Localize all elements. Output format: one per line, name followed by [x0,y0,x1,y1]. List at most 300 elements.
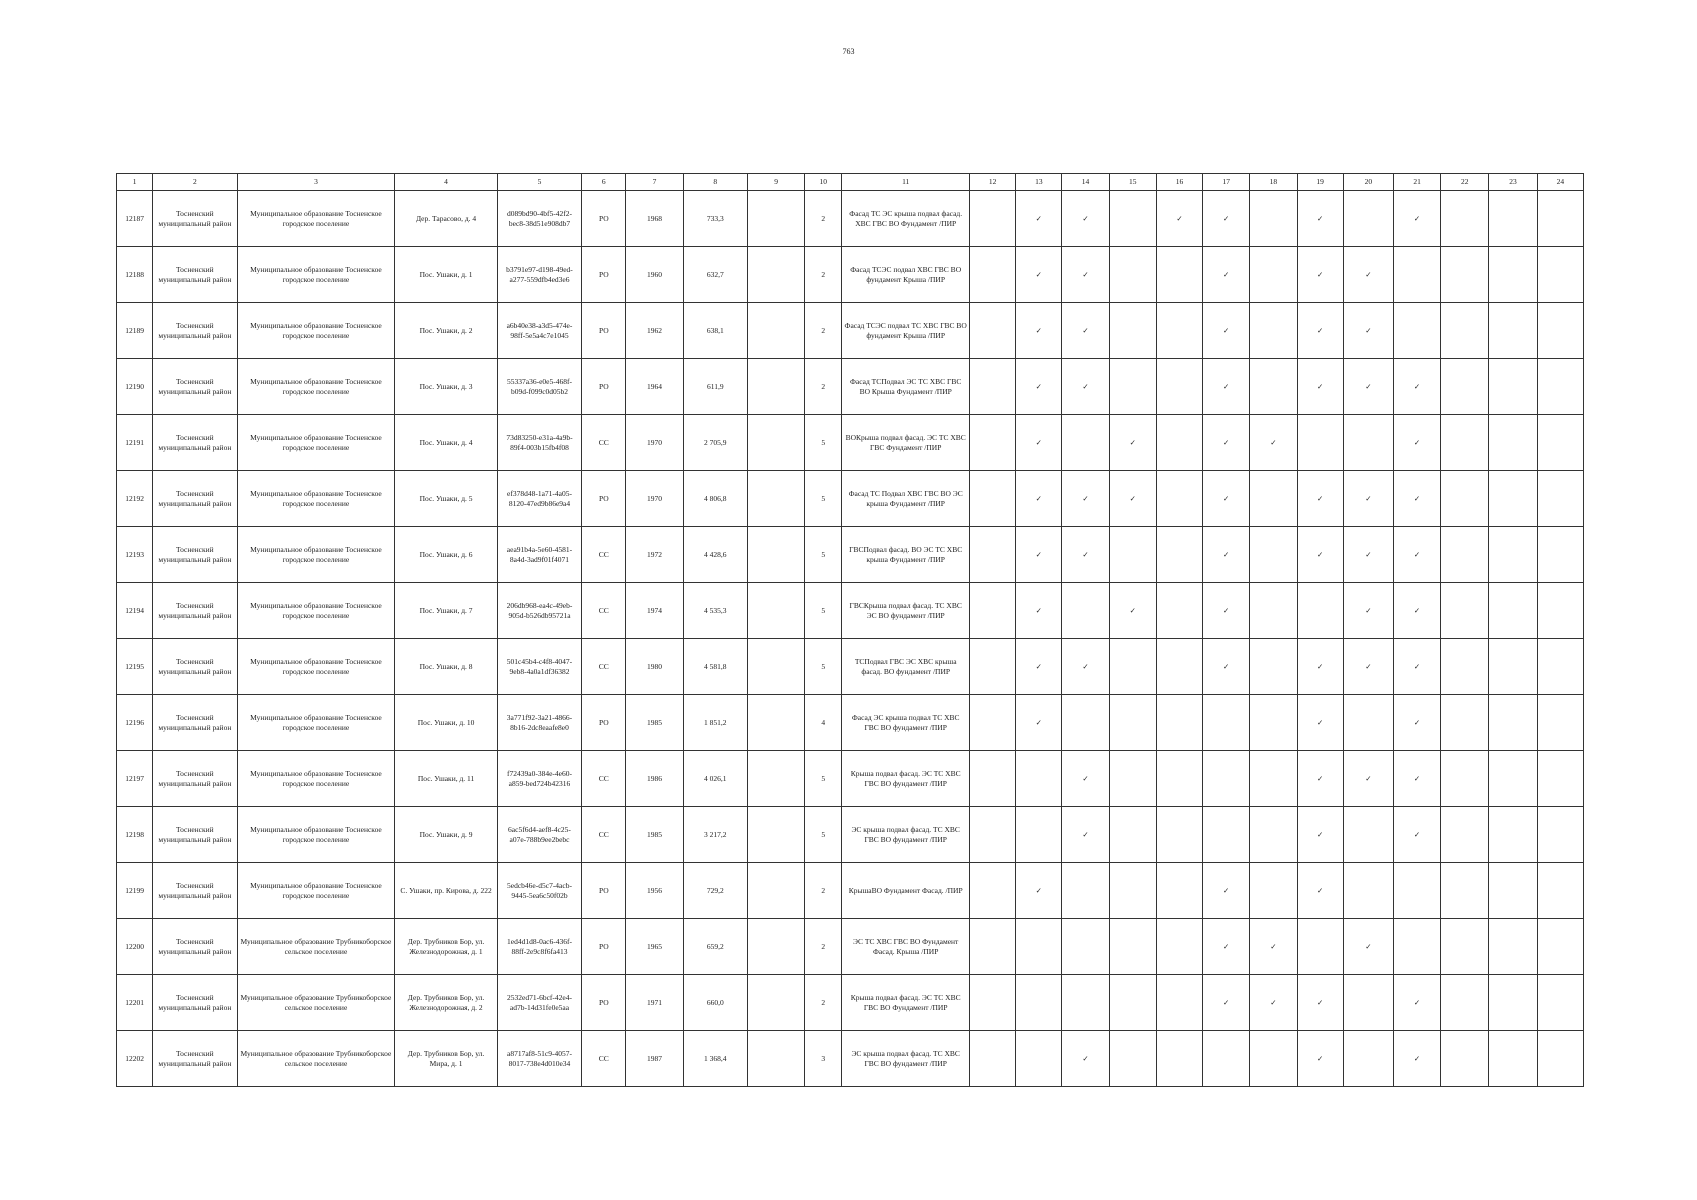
header-row [117,174,1584,191]
empty-cell-col-14 [1062,695,1109,751]
checkmark-icon: ✓ [1203,527,1250,583]
column-9-cell [747,695,804,751]
works-cell: ЭС крыша подвал фасад. ТС ХВС ГВС ВО фундамент /ПИР [842,807,970,863]
checkmark-icon: ✓ [1109,415,1156,471]
empty-cell-col-13 [1016,807,1062,863]
address-cell: Пос. Ушаки, д. 10 [395,695,497,751]
checkmark-icon: ✓ [1109,583,1156,639]
checkmark-icon: ✓ [1203,583,1250,639]
empty-cell-col-22 [1441,751,1489,807]
checkmark-icon: ✓ [1297,527,1343,583]
area-cell: 3 217,2 [683,807,747,863]
ownership-type-cell: РО [582,919,626,975]
column-9-cell [747,751,804,807]
empty-cell-col-18 [1250,695,1297,751]
checkmark-icon: ✓ [1203,247,1250,303]
empty-cell-col-12 [969,695,1015,751]
empty-cell-col-24 [1537,471,1583,527]
empty-cell-col-23 [1489,975,1537,1031]
checkmark-icon: ✓ [1109,471,1156,527]
checkmark-icon: ✓ [1062,751,1109,807]
empty-cell-col-21 [1393,863,1440,919]
empty-cell-col-12 [969,863,1015,919]
works-cell: ТСПодвал ГВС ЭС ХВС крыша фасад. ВО фундамент /ПИР [842,639,970,695]
municipality-cell: Муниципальное образование Тосненское городское поселение [237,863,395,919]
floors-cell: 2 [805,303,842,359]
empty-cell-col-15 [1109,695,1156,751]
empty-cell-col-14 [1062,583,1109,639]
building-code-cell: 206db968-ea4c-49eb-905d-b526db95721a [497,583,581,639]
checkmark-icon: ✓ [1297,807,1343,863]
district-cell: Тосненский муниципальный район [153,919,237,975]
empty-cell-col-17 [1203,751,1250,807]
checkmark-icon: ✓ [1016,639,1062,695]
area-cell: 632,7 [683,247,747,303]
empty-cell-col-24 [1537,639,1583,695]
municipality-cell: Муниципальное образование Трубникоборское сельское поселение [237,975,395,1031]
district-cell: Тосненский муниципальный район [153,695,237,751]
column-header-22: 22 [1441,174,1489,191]
empty-cell-col-15 [1109,359,1156,415]
column-header-12: 12 [969,174,1015,191]
checkmark-icon: ✓ [1393,1031,1440,1087]
empty-cell-col-12 [969,751,1015,807]
checkmark-icon: ✓ [1297,695,1343,751]
building-code-cell: 73d83250-e31a-4a9b-89f4-003b15fb4f08 [497,415,581,471]
column-header-1: 1 [117,174,153,191]
empty-cell-col-23 [1489,919,1537,975]
empty-cell-col-16 [1156,415,1202,471]
address-cell: Пос. Ушаки, д. 1 [395,247,497,303]
checkmark-icon: ✓ [1250,415,1297,471]
ownership-type-cell: СС [582,415,626,471]
building-code-cell: 55337a36-e0e5-468f-b09d-f099c0d05b2 [497,359,581,415]
empty-cell-col-20 [1343,191,1393,247]
column-header-15: 15 [1109,174,1156,191]
empty-cell-col-14 [1062,863,1109,919]
empty-cell-col-16 [1156,863,1202,919]
empty-cell-col-16 [1156,807,1202,863]
empty-cell-col-12 [969,415,1015,471]
empty-cell-col-24 [1537,303,1583,359]
municipality-cell: Муниципальное образование Тосненское городское поселение [237,471,395,527]
empty-cell-col-15 [1109,807,1156,863]
column-header-13: 13 [1016,174,1062,191]
checkmark-icon: ✓ [1203,863,1250,919]
building-code-cell: 3a771f92-3a21-4866-8b16-2dc8eaafe8e0 [497,695,581,751]
district-cell: Тосненский муниципальный район [153,527,237,583]
year-built-cell: 1964 [626,359,683,415]
checkmark-icon: ✓ [1203,975,1250,1031]
empty-cell-col-24 [1537,359,1583,415]
checkmark-icon: ✓ [1343,639,1393,695]
works-cell: Крыша подвал фасад. ЭС ТС ХВС ГВС ВО фундамент /ПИР [842,751,970,807]
district-cell: Тосненский муниципальный район [153,639,237,695]
empty-cell-col-24 [1537,415,1583,471]
checkmark-icon: ✓ [1203,303,1250,359]
address-cell: Дер. Трубников Бор, ул. Железнодорожная, д. 1 [395,919,497,975]
empty-cell-col-23 [1489,527,1537,583]
empty-cell-col-18 [1250,303,1297,359]
year-built-cell: 1968 [626,191,683,247]
works-cell: Фасад ТСПодвал ЭС ТС ХВС ГВС ВО Крыша Фундамент /ПИР [842,359,970,415]
address-cell: Дер. Трубников Бор, ул. Железнодорожная, д. 2 [395,975,497,1031]
checkmark-icon: ✓ [1062,807,1109,863]
empty-cell-col-18 [1250,863,1297,919]
ownership-type-cell: РО [582,191,626,247]
empty-cell-col-17 [1203,1031,1250,1087]
empty-cell-col-12 [969,527,1015,583]
building-code-cell: 6ac5f6d4-aef8-4c25-a07e-788b9ee2bebc [497,807,581,863]
empty-cell-col-23 [1489,639,1537,695]
district-cell: Тосненский муниципальный район [153,415,237,471]
empty-cell-col-24 [1537,807,1583,863]
table-row [117,415,1584,471]
table-row [117,919,1584,975]
works-cell: Фасад ТСЭС подвал ТС ХВС ГВС ВО фундамент Крыша /ПИР [842,303,970,359]
area-cell: 2 705,9 [683,415,747,471]
area-cell: 1 851,2 [683,695,747,751]
ownership-type-cell: СС [582,1031,626,1087]
address-cell: Пос. Ушаки, д. 6 [395,527,497,583]
address-cell: С. Ушаки, пр. Кирова, д. 222 [395,863,497,919]
empty-cell-col-24 [1537,863,1583,919]
table-row [117,247,1584,303]
empty-cell-col-24 [1537,1031,1583,1087]
empty-cell-col-16 [1156,247,1202,303]
checkmark-icon: ✓ [1297,639,1343,695]
checkmark-icon: ✓ [1062,359,1109,415]
floors-cell: 3 [805,1031,842,1087]
empty-cell-col-23 [1489,751,1537,807]
column-header-20: 20 [1343,174,1393,191]
checkmark-icon: ✓ [1297,1031,1343,1087]
address-cell: Пос. Ушаки, д. 8 [395,639,497,695]
empty-cell-col-16 [1156,471,1202,527]
checkmark-icon: ✓ [1393,751,1440,807]
empty-cell-col-16 [1156,975,1202,1031]
year-built-cell: 1972 [626,527,683,583]
column-header-14: 14 [1062,174,1109,191]
year-built-cell: 1971 [626,975,683,1031]
empty-cell-col-23 [1489,303,1537,359]
record-id: 12193 [117,527,153,583]
municipality-cell: Муниципальное образование Тосненское городское поселение [237,751,395,807]
checkmark-icon: ✓ [1016,471,1062,527]
ownership-type-cell: СС [582,639,626,695]
checkmark-icon: ✓ [1062,527,1109,583]
empty-cell-col-12 [969,359,1015,415]
district-cell: Тосненский муниципальный район [153,191,237,247]
record-id: 12197 [117,751,153,807]
checkmark-icon: ✓ [1016,583,1062,639]
year-built-cell: 1956 [626,863,683,919]
empty-cell-col-24 [1537,975,1583,1031]
building-code-cell: a8717af8-51c9-4057-8017-738e4d010e34 [497,1031,581,1087]
empty-cell-col-18 [1250,807,1297,863]
empty-cell-col-22 [1441,471,1489,527]
checkmark-icon: ✓ [1393,639,1440,695]
column-9-cell [747,247,804,303]
address-cell: Пос. Ушаки, д. 5 [395,471,497,527]
checkmark-icon: ✓ [1297,359,1343,415]
column-header-16: 16 [1156,174,1202,191]
district-cell: Тосненский муниципальный район [153,807,237,863]
empty-cell-col-15 [1109,863,1156,919]
empty-cell-col-22 [1441,415,1489,471]
checkmark-icon: ✓ [1343,471,1393,527]
empty-cell-col-18 [1250,359,1297,415]
column-header-17: 17 [1203,174,1250,191]
table-row [117,471,1584,527]
year-built-cell: 1962 [626,303,683,359]
empty-cell-col-16 [1156,583,1202,639]
table-body [117,191,1584,1087]
empty-cell-col-21 [1393,919,1440,975]
district-cell: Тосненский муниципальный район [153,359,237,415]
record-id: 12201 [117,975,153,1031]
floors-cell: 5 [805,751,842,807]
works-cell: ГВСПодвал фасад. ВО ЭС ТС ХВС крыша Фундамент /ПИР [842,527,970,583]
column-header-4: 4 [395,174,497,191]
table-row [117,1031,1584,1087]
empty-cell-col-16 [1156,303,1202,359]
municipality-cell: Муниципальное образование Тосненское городское поселение [237,303,395,359]
area-cell: 4 581,8 [683,639,747,695]
checkmark-icon: ✓ [1393,807,1440,863]
empty-cell-col-22 [1441,527,1489,583]
empty-cell-col-21 [1393,247,1440,303]
record-id: 12199 [117,863,153,919]
empty-cell-col-20 [1343,1031,1393,1087]
year-built-cell: 1987 [626,1031,683,1087]
ownership-type-cell: РО [582,471,626,527]
year-built-cell: 1986 [626,751,683,807]
district-cell: Тосненский муниципальный район [153,471,237,527]
empty-cell-col-12 [969,639,1015,695]
district-cell: Тосненский муниципальный район [153,751,237,807]
empty-cell-col-24 [1537,695,1583,751]
empty-cell-col-18 [1250,639,1297,695]
registry-table [116,173,1584,1087]
works-cell: Фасад ТСЭС подвал ХВС ГВС ВО фундамент Крыша /ПИР [842,247,970,303]
ownership-type-cell: СС [582,583,626,639]
empty-cell-col-20 [1343,975,1393,1031]
area-cell: 4 026,1 [683,751,747,807]
area-cell: 659,2 [683,919,747,975]
address-cell: Пос. Ушаки, д. 4 [395,415,497,471]
year-built-cell: 1980 [626,639,683,695]
column-9-cell [747,583,804,639]
checkmark-icon: ✓ [1393,583,1440,639]
works-cell: ЭС ТС ХВС ГВС ВО Фундамент Фасад. Крыша /ПИР [842,919,970,975]
floors-cell: 5 [805,471,842,527]
floors-cell: 2 [805,863,842,919]
checkmark-icon: ✓ [1393,695,1440,751]
record-id: 12202 [117,1031,153,1087]
empty-cell-col-23 [1489,583,1537,639]
ownership-type-cell: СС [582,807,626,863]
column-9-cell [747,303,804,359]
record-id: 12189 [117,303,153,359]
column-9-cell [747,639,804,695]
floors-cell: 2 [805,919,842,975]
ownership-type-cell: РО [582,247,626,303]
empty-cell-col-22 [1441,583,1489,639]
building-code-cell: 501c45b4-c4f8-4047-9eb8-4a0a1df36382 [497,639,581,695]
checkmark-icon: ✓ [1393,191,1440,247]
year-built-cell: 1985 [626,695,683,751]
checkmark-icon: ✓ [1297,471,1343,527]
empty-cell-col-20 [1343,807,1393,863]
ownership-type-cell: РО [582,975,626,1031]
empty-cell-col-22 [1441,247,1489,303]
building-code-cell: aea91b4a-5e60-4581-8a4d-3ad9f01f4071 [497,527,581,583]
checkmark-icon: ✓ [1016,247,1062,303]
floors-cell: 2 [805,247,842,303]
empty-cell-col-12 [969,303,1015,359]
empty-cell-col-14 [1062,975,1109,1031]
table-row [117,583,1584,639]
address-cell: Пос. Ушаки, д. 3 [395,359,497,415]
empty-cell-col-18 [1250,191,1297,247]
empty-cell-col-21 [1393,303,1440,359]
municipality-cell: Муниципальное образование Тосненское городское поселение [237,527,395,583]
column-9-cell [747,471,804,527]
empty-cell-col-24 [1537,191,1583,247]
municipality-cell: Муниципальное образование Тосненское городское поселение [237,191,395,247]
ownership-type-cell: РО [582,303,626,359]
record-id: 12192 [117,471,153,527]
district-cell: Тосненский муниципальный район [153,1031,237,1087]
record-id: 12188 [117,247,153,303]
empty-cell-col-22 [1441,191,1489,247]
building-code-cell: 1ed4d1d8-0ac6-436f-88ff-2e9c8f6fa413 [497,919,581,975]
table-row [117,639,1584,695]
municipality-cell: Муниципальное образование Тосненское городское поселение [237,807,395,863]
empty-cell-col-12 [969,583,1015,639]
checkmark-icon: ✓ [1016,415,1062,471]
empty-cell-col-15 [1109,303,1156,359]
checkmark-icon: ✓ [1343,919,1393,975]
year-built-cell: 1970 [626,415,683,471]
column-9-cell [747,191,804,247]
year-built-cell: 1985 [626,807,683,863]
empty-cell-col-23 [1489,863,1537,919]
column-number-header [117,174,1584,191]
empty-cell-col-22 [1441,807,1489,863]
year-built-cell: 1965 [626,919,683,975]
empty-cell-col-12 [969,247,1015,303]
floors-cell: 5 [805,527,842,583]
year-built-cell: 1974 [626,583,683,639]
empty-cell-col-15 [1109,527,1156,583]
checkmark-icon: ✓ [1203,639,1250,695]
works-cell: Фасад ЭС крыша подвал ТС ХВС ГВС ВО фундамент /ПИР [842,695,970,751]
column-9-cell [747,527,804,583]
empty-cell-col-23 [1489,247,1537,303]
address-cell: Дер. Тарасово, д. 4 [395,191,497,247]
checkmark-icon: ✓ [1016,303,1062,359]
year-built-cell: 1970 [626,471,683,527]
empty-cell-col-24 [1537,527,1583,583]
empty-cell-col-23 [1489,807,1537,863]
column-9-cell [747,1031,804,1087]
municipality-cell: Муниципальное образование Тосненское городское поселение [237,247,395,303]
ownership-type-cell: РО [582,359,626,415]
checkmark-icon: ✓ [1393,359,1440,415]
empty-cell-col-17 [1203,695,1250,751]
floors-cell: 5 [805,415,842,471]
empty-cell-col-12 [969,191,1015,247]
empty-cell-col-15 [1109,919,1156,975]
empty-cell-col-20 [1343,695,1393,751]
checkmark-icon: ✓ [1343,527,1393,583]
building-code-cell: b3791e97-d198-49ed-a277-559dfb4ed3e6 [497,247,581,303]
empty-cell-col-12 [969,919,1015,975]
empty-cell-col-23 [1489,471,1537,527]
checkmark-icon: ✓ [1203,415,1250,471]
floors-cell: 5 [805,639,842,695]
floors-cell: 2 [805,975,842,1031]
empty-cell-col-16 [1156,919,1202,975]
checkmark-icon: ✓ [1343,303,1393,359]
checkmark-icon: ✓ [1016,863,1062,919]
empty-cell-col-16 [1156,527,1202,583]
area-cell: 4 806,8 [683,471,747,527]
address-cell: Пос. Ушаки, д. 9 [395,807,497,863]
checkmark-icon: ✓ [1062,639,1109,695]
ownership-type-cell: СС [582,751,626,807]
empty-cell-col-17 [1203,807,1250,863]
floors-cell: 4 [805,695,842,751]
empty-cell-col-22 [1441,359,1489,415]
checkmark-icon: ✓ [1062,247,1109,303]
table-row [117,191,1584,247]
table-row [117,695,1584,751]
area-cell: 1 368,4 [683,1031,747,1087]
checkmark-icon: ✓ [1297,751,1343,807]
checkmark-icon: ✓ [1016,527,1062,583]
table-row [117,751,1584,807]
record-id: 12194 [117,583,153,639]
empty-cell-col-16 [1156,695,1202,751]
checkmark-icon: ✓ [1062,191,1109,247]
table-row [117,975,1584,1031]
column-header-7: 7 [626,174,683,191]
empty-cell-col-22 [1441,863,1489,919]
works-cell: Крыша подвал фасад. ЭС ТС ХВС ГВС ВО Фундамент /ПИР [842,975,970,1031]
column-header-3: 3 [237,174,395,191]
empty-cell-col-23 [1489,1031,1537,1087]
column-header-8: 8 [683,174,747,191]
checkmark-icon: ✓ [1393,975,1440,1031]
empty-cell-col-18 [1250,471,1297,527]
column-9-cell [747,919,804,975]
empty-cell-col-13 [1016,1031,1062,1087]
empty-cell-col-15 [1109,639,1156,695]
record-id: 12190 [117,359,153,415]
floors-cell: 2 [805,191,842,247]
empty-cell-col-15 [1109,191,1156,247]
district-cell: Тосненский муниципальный район [153,303,237,359]
empty-cell-col-12 [969,1031,1015,1087]
checkmark-icon: ✓ [1393,415,1440,471]
empty-cell-col-16 [1156,1031,1202,1087]
empty-cell-col-12 [969,471,1015,527]
empty-cell-col-24 [1537,247,1583,303]
empty-cell-col-13 [1016,919,1062,975]
